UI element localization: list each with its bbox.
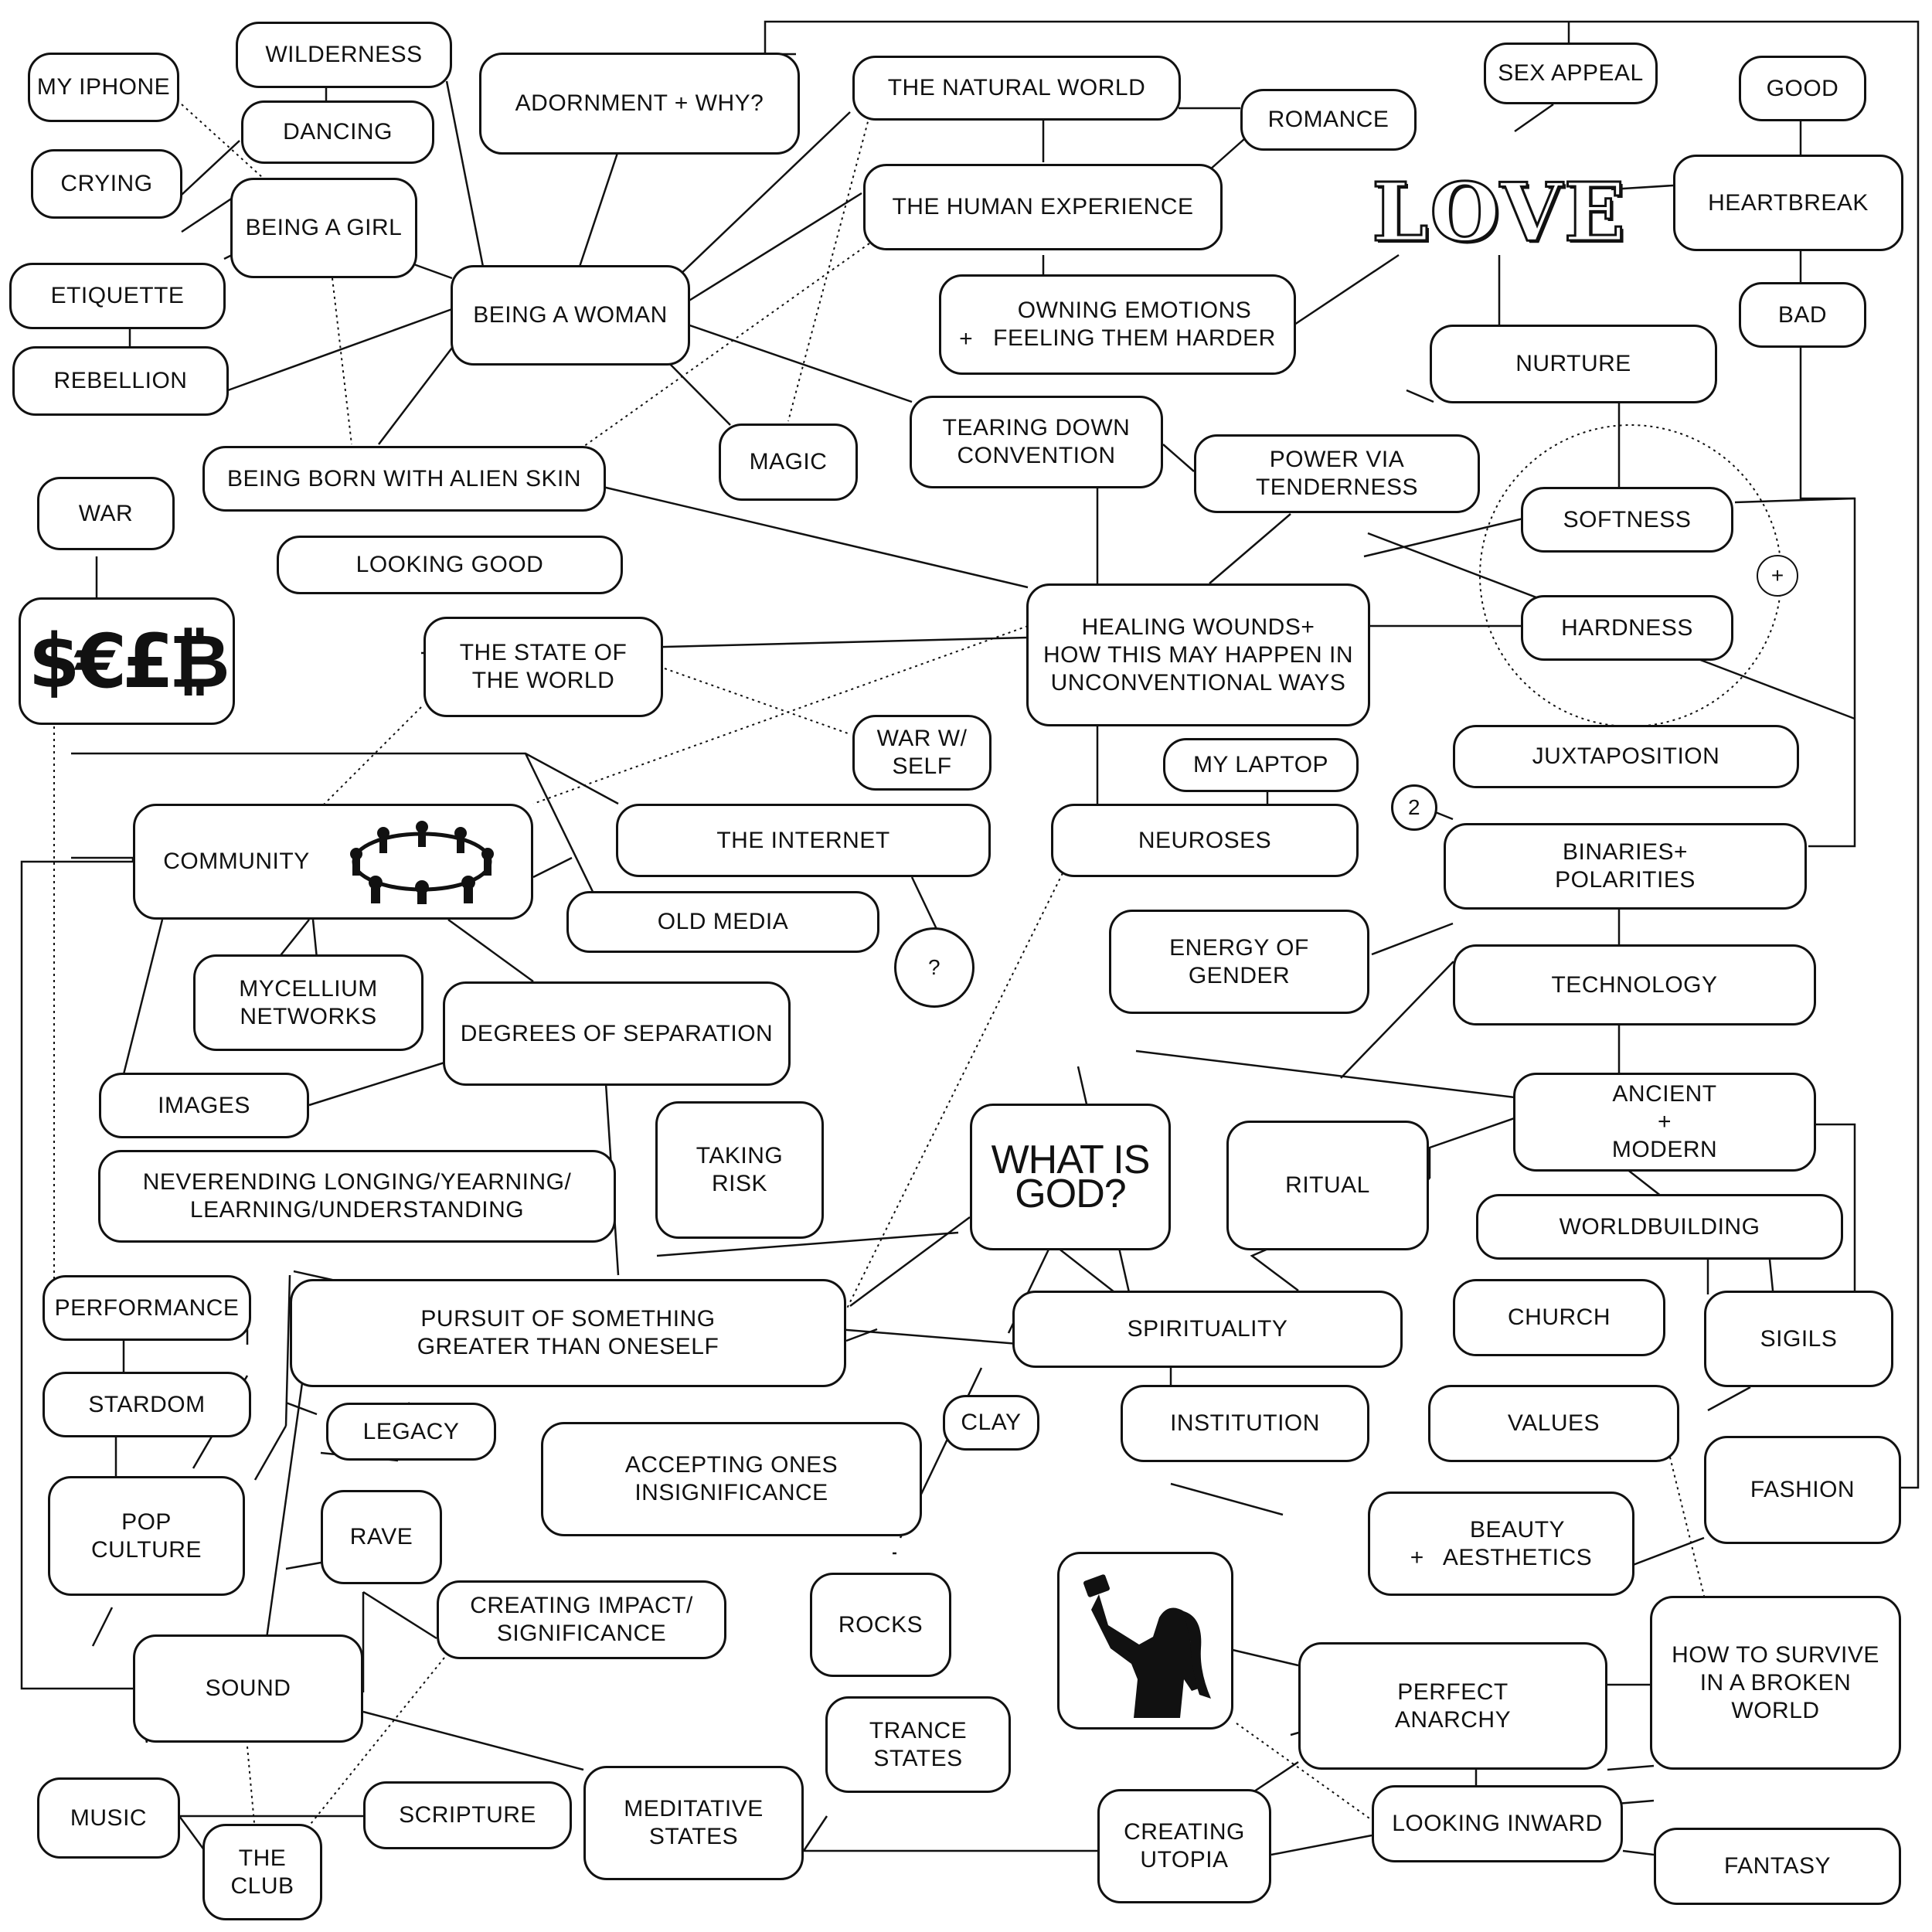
node-the-club[interactable]: THE CLUB [202,1824,322,1920]
node-state-of-the-world[interactable]: THE STATE OF THE WORLD [423,617,663,717]
node-my-laptop[interactable]: MY LAPTOP [1163,738,1359,792]
node-rebellion[interactable]: REBELLION [12,346,229,416]
node-romance[interactable]: ROMANCE [1240,89,1417,151]
node-human-experience[interactable]: THE HUMAN EXPERIENCE [863,164,1223,250]
node-my-iphone[interactable]: MY IPHONE [28,53,179,122]
node-etiquette[interactable]: ETIQUETTE [9,263,226,329]
node-old-media[interactable]: OLD MEDIA [566,891,879,953]
node-beauty-aesthetics[interactable] [1368,1492,1634,1596]
node-trance-states[interactable]: TRANCE STATES [825,1696,1011,1793]
node-pop-culture[interactable]: POP CULTURE [48,1476,245,1596]
node-values[interactable]: VALUES [1428,1385,1679,1462]
node-tearing-down-convention[interactable]: TEARING DOWN CONVENTION [910,396,1163,488]
node-being-born-alien-skin[interactable]: BEING BORN WITH ALIEN SKIN [202,446,606,512]
node-wilderness[interactable]: WILDERNESS [236,22,452,88]
node-fashion[interactable]: FASHION [1704,1436,1901,1544]
node-worldbuilding[interactable]: WORLDBUILDING [1476,1194,1843,1260]
node-energy-of-gender[interactable]: ENERGY OF GENDER [1109,910,1369,1014]
node-taking-risk[interactable]: TAKING RISK [655,1101,824,1239]
node-sigils[interactable]: SIGILS [1704,1291,1893,1387]
node-mycellium-networks[interactable]: MYCELLIUM NETWORKS [193,954,423,1051]
node-rave[interactable]: RAVE [321,1490,442,1584]
node-softness[interactable]: SOFTNESS [1521,487,1733,553]
node-fantasy[interactable]: FANTASY [1654,1828,1901,1905]
node-perfect-anarchy[interactable]: PERFECT ANARCHY [1298,1642,1607,1770]
node-rocks[interactable]: ROCKS [810,1573,951,1677]
node-owning-emotions[interactable] [939,274,1296,375]
node-war[interactable]: WAR [37,477,175,550]
community-content: COMMUNITY [163,819,502,904]
node-performance[interactable]: PERFORMANCE [43,1275,251,1341]
node-looking-inward[interactable]: LOOKING INWARD [1372,1785,1623,1862]
node-spirituality[interactable]: SPIRITUALITY [1012,1291,1403,1368]
node-pursuit-of-something-greater[interactable]: PURSUIT OF SOMETHING GREATER THAN ONESELF [290,1279,846,1387]
node-community[interactable] [133,804,533,920]
node-being-a-woman[interactable]: BEING A WOMAN [451,265,690,366]
node-the-internet[interactable]: THE INTERNET [616,804,991,877]
node-ancient-modern[interactable]: ANCIENT + MODERN [1513,1073,1816,1172]
circle-plus-marker: + [1757,555,1798,597]
node-question-mark[interactable]: ? [894,927,975,1008]
node-degrees-of-separation[interactable]: DEGREES OF SEPARATION [443,981,791,1086]
node-being-a-girl[interactable]: BEING A GIRL [230,178,417,278]
node-war-with-self[interactable]: WAR W/ SELF [852,715,992,791]
owning-emotions-lines: OWNING EMOTIONS FEELING THEM HARDER [993,298,1276,351]
node-juxtaposition[interactable]: JUXTAPOSITION [1453,725,1799,788]
node-neuroses[interactable]: NEUROSES [1051,804,1359,877]
node-scripture[interactable]: SCRIPTURE [363,1781,572,1849]
node-sound[interactable]: SOUND [133,1634,363,1743]
node-legacy[interactable]: LEGACY [326,1403,496,1461]
node-bad[interactable]: BAD [1739,282,1866,348]
selfie-silhouette-icon [1068,1563,1223,1718]
node-nurture[interactable]: NURTURE [1430,325,1717,403]
node-binaries-polarities[interactable]: BINARIES+ POLARITIES [1444,823,1807,910]
node-clay[interactable]: CLAY [943,1395,1039,1451]
node-power-via-tenderness[interactable]: POWER VIA TENDERNESS [1194,434,1480,513]
node-institution[interactable]: INSTITUTION [1121,1385,1369,1462]
selfie-image [1057,1552,1233,1730]
node-hardness[interactable]: HARDNESS [1521,595,1733,661]
node-healing-wounds[interactable]: HEALING WOUNDS+ HOW THIS MAY HAPPEN IN UNCONVENTIONAL WAYS [1026,583,1370,726]
node-looking-good[interactable]: LOOKING GOOD [277,536,623,594]
node-sex-appeal[interactable]: SEX APPEAL [1484,43,1658,104]
node-magic[interactable]: MAGIC [719,423,858,501]
node-what-is-god[interactable]: WHAT IS GOD? [970,1104,1171,1250]
node-accepting-insignificance[interactable]: ACCEPTING ONES INSIGNIFICANCE [541,1422,922,1536]
node-creating-utopia[interactable]: CREATING UTOPIA [1097,1789,1271,1903]
node-dancing[interactable]: DANCING [241,100,434,164]
node-stardom[interactable]: STARDOM [43,1372,251,1437]
node-music[interactable]: MUSIC [37,1777,180,1859]
node-creating-impact[interactable]: CREATING IMPACT/ SIGNIFICANCE [437,1580,726,1659]
node-number-two[interactable]: 2 [1391,784,1437,831]
node-technology[interactable]: TECHNOLOGY [1453,944,1816,1026]
beauty-content: + BEAUTY AESTHETICS [1410,1516,1593,1570]
node-heartbreak[interactable]: HEARTBREAK [1673,155,1903,251]
node-meditative-states[interactable]: MEDITATIVE STATES [583,1766,804,1880]
node-crying[interactable]: CRYING [31,149,182,219]
node-images[interactable]: IMAGES [99,1073,309,1138]
node-good[interactable]: GOOD [1739,56,1866,121]
node-ritual[interactable]: RITUAL [1226,1121,1429,1250]
node-money-symbols[interactable]: $€£₿ [19,597,235,725]
node-love-logo[interactable]: LOVE [1372,165,1627,260]
node-how-to-survive[interactable]: HOW TO SURVIVE IN A BROKEN WORLD [1650,1596,1901,1770]
ring-of-people-icon [341,819,503,904]
owning-emotions-content: + OWNING EMOTIONS FEELING THEM HARDER [959,298,1276,352]
node-church[interactable]: CHURCH [1453,1279,1665,1356]
node-neverending-longing[interactable]: NEVERENDING LONGING/YEARNING/ LEARNING/UNDERSTANDING [98,1150,616,1243]
node-natural-world[interactable]: THE NATURAL WORLD [852,56,1181,121]
node-adornment[interactable]: ADORNMENT + WHY? [479,53,800,155]
